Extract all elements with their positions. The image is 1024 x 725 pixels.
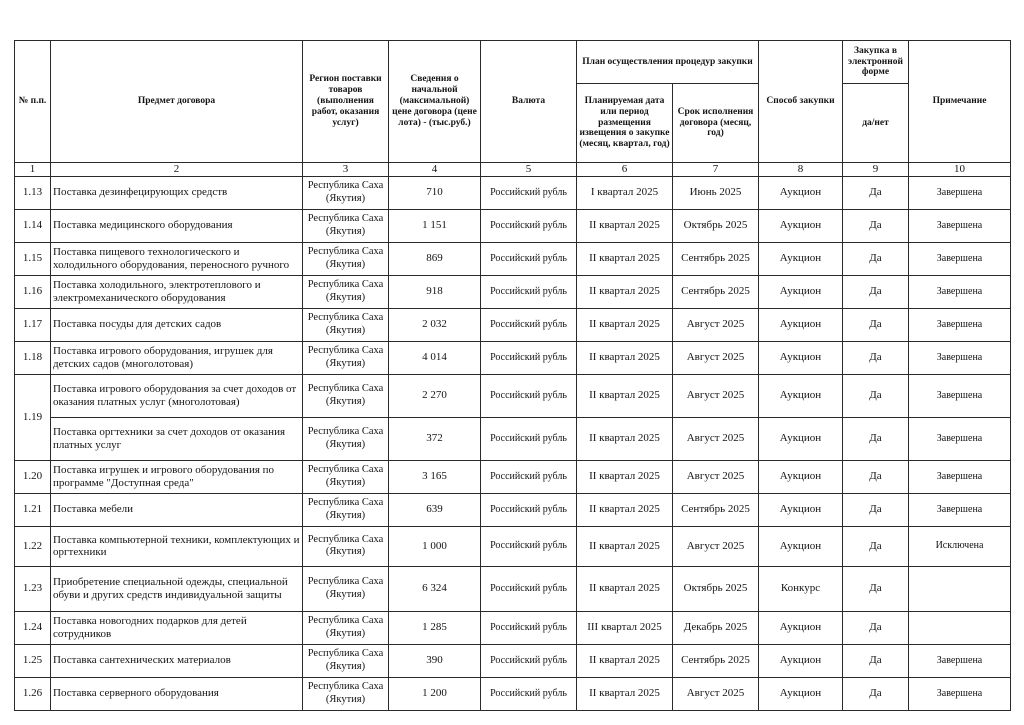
row-term: Сентябрь 2025 — [673, 242, 759, 275]
row-subject: Поставка сантехнических материалов — [51, 644, 303, 677]
row-subject: Поставка пищевого технологического и холодильного оборудования, переносного ручного — [51, 242, 303, 275]
row-method: Аукцион — [759, 209, 843, 242]
header-subject: Предмет договора — [51, 41, 303, 163]
row-method: Аукцион — [759, 644, 843, 677]
row-plan-date: II квартал 2025 — [577, 341, 673, 374]
row-number: 1.16 — [15, 275, 51, 308]
row-method: Аукцион — [759, 611, 843, 644]
row-currency: Российский рубль — [481, 526, 577, 566]
row-subject: Поставка серверного оборудования — [51, 677, 303, 710]
row-electronic: Да — [843, 308, 909, 341]
row-price: 869 — [389, 242, 481, 275]
row-currency: Российский рубль — [481, 611, 577, 644]
row-term: Август 2025 — [673, 460, 759, 493]
row-subject: Поставка холодильного, электротеплового и электромеханического оборудования — [51, 275, 303, 308]
row-currency: Российский рубль — [481, 644, 577, 677]
row-note — [909, 566, 1011, 611]
row-price: 710 — [389, 176, 481, 209]
row-electronic: Да — [843, 611, 909, 644]
table-row — [15, 611, 1011, 644]
row-method: Аукцион — [759, 176, 843, 209]
column-number: 10 — [909, 163, 1011, 177]
row-region: Республика Саха (Якутия) — [303, 526, 389, 566]
row-electronic: Да — [843, 176, 909, 209]
row-subject: Поставка игрового оборудования, игрушек для детских садов (многолотовая) — [51, 341, 303, 374]
row-currency: Российский рубль — [481, 341, 577, 374]
row-electronic: Да — [843, 341, 909, 374]
row-number: 1.25 — [15, 644, 51, 677]
column-number: 8 — [759, 163, 843, 177]
row-plan-date: II квартал 2025 — [577, 374, 673, 417]
row-region: Республика Саха (Якутия) — [303, 460, 389, 493]
header-term: Срок исполнения договора (месяц, год) — [673, 84, 759, 163]
row-region: Республика Саха (Якутия) — [303, 611, 389, 644]
row-currency: Российский рубль — [481, 209, 577, 242]
row-electronic: Да — [843, 644, 909, 677]
row-region: Республика Саха (Якутия) — [303, 308, 389, 341]
row-region: Республика Саха (Якутия) — [303, 209, 389, 242]
row-method: Аукцион — [759, 341, 843, 374]
row-term: Июнь 2025 — [673, 176, 759, 209]
row-electronic: Да — [843, 275, 909, 308]
row-currency: Российский рубль — [481, 374, 577, 417]
row-method: Аукцион — [759, 242, 843, 275]
row-number: 1.19 — [15, 374, 51, 460]
row-term: Октябрь 2025 — [673, 566, 759, 611]
header-plan: План осуществления процедур закупки — [577, 41, 759, 84]
row-electronic: Да — [843, 374, 909, 417]
row-number: 1.21 — [15, 493, 51, 526]
row-electronic: Да — [843, 209, 909, 242]
row-note: Завершена — [909, 176, 1011, 209]
row-term: Август 2025 — [673, 526, 759, 566]
row-currency: Российский рубль — [481, 176, 577, 209]
row-method: Аукцион — [759, 493, 843, 526]
procurement-plan-table — [14, 40, 1011, 711]
column-number-row — [15, 163, 1011, 177]
row-term: Август 2025 — [673, 308, 759, 341]
row-number: 1.22 — [15, 526, 51, 566]
row-price: 1 000 — [389, 526, 481, 566]
row-note — [909, 611, 1011, 644]
table-row — [15, 374, 1011, 417]
row-note: Завершена — [909, 677, 1011, 710]
row-plan-date: III квартал 2025 — [577, 611, 673, 644]
header-region: Регион поставки товаров (выполнения работ, оказания услуг) — [303, 41, 389, 163]
row-number: 1.24 — [15, 611, 51, 644]
column-number: 6 — [577, 163, 673, 177]
row-term: Сентябрь 2025 — [673, 493, 759, 526]
row-note: Завершена — [909, 374, 1011, 417]
row-plan-date: II квартал 2025 — [577, 275, 673, 308]
table-row — [15, 526, 1011, 566]
row-electronic: Да — [843, 526, 909, 566]
row-plan-date: II квартал 2025 — [577, 644, 673, 677]
row-number: 1.14 — [15, 209, 51, 242]
row-number: 1.13 — [15, 176, 51, 209]
row-subject: Поставка игрового оборудования за счет доходов от оказания платных услуг (многолотовая) — [51, 374, 303, 417]
row-number: 1.17 — [15, 308, 51, 341]
row-currency: Российский рубль — [481, 460, 577, 493]
column-number: 7 — [673, 163, 759, 177]
row-price: 918 — [389, 275, 481, 308]
header-plan-date: Планируемая дата или период размещения извещения о закупке (месяц, квартал, год) — [577, 84, 673, 163]
table-row — [15, 460, 1011, 493]
column-number: 3 — [303, 163, 389, 177]
row-note: Завершена — [909, 644, 1011, 677]
column-number: 4 — [389, 163, 481, 177]
table-row — [15, 493, 1011, 526]
row-subject: Приобретение специальной одежды, специальной обуви и других средств индивидуальной защиты — [51, 566, 303, 611]
row-plan-date: II квартал 2025 — [577, 526, 673, 566]
row-plan-date: II квартал 2025 — [577, 493, 673, 526]
row-price: 3 165 — [389, 460, 481, 493]
row-plan-date: I квартал 2025 — [577, 176, 673, 209]
row-note: Завершена — [909, 493, 1011, 526]
row-price: 1 285 — [389, 611, 481, 644]
column-number: 2 — [51, 163, 303, 177]
row-term: Август 2025 — [673, 677, 759, 710]
row-region: Республика Саха (Якутия) — [303, 677, 389, 710]
row-price: 2 032 — [389, 308, 481, 341]
row-plan-date: II квартал 2025 — [577, 308, 673, 341]
row-subject: Поставка дезинфецирующих средств — [51, 176, 303, 209]
row-currency: Российский рубль — [481, 493, 577, 526]
row-price: 390 — [389, 644, 481, 677]
table-row — [15, 566, 1011, 611]
header-note: Примечание — [909, 41, 1011, 163]
row-currency: Российский рубль — [481, 566, 577, 611]
table-row — [15, 341, 1011, 374]
header-method: Способ закупки — [759, 41, 843, 163]
row-price: 2 270 — [389, 374, 481, 417]
row-electronic: Да — [843, 493, 909, 526]
row-note: Завершена — [909, 341, 1011, 374]
row-method: Аукцион — [759, 460, 843, 493]
table-row — [15, 417, 1011, 460]
row-number: 1.20 — [15, 460, 51, 493]
row-note: Завершена — [909, 308, 1011, 341]
row-electronic: Да — [843, 566, 909, 611]
row-term: Сентябрь 2025 — [673, 644, 759, 677]
table-row — [15, 242, 1011, 275]
table-row — [15, 275, 1011, 308]
row-method: Аукцион — [759, 374, 843, 417]
header-currency: Валюта — [481, 41, 577, 163]
row-note: Завершена — [909, 417, 1011, 460]
row-price: 372 — [389, 417, 481, 460]
row-plan-date: II квартал 2025 — [577, 460, 673, 493]
row-term: Август 2025 — [673, 417, 759, 460]
header-yesno: да/нет — [843, 84, 909, 163]
table-row — [15, 644, 1011, 677]
row-note: Завершена — [909, 242, 1011, 275]
row-region: Республика Саха (Якутия) — [303, 493, 389, 526]
row-note: Завершена — [909, 460, 1011, 493]
row-price: 1 200 — [389, 677, 481, 710]
row-region: Республика Саха (Якутия) — [303, 566, 389, 611]
column-number: 9 — [843, 163, 909, 177]
header-electronic: Закупка в электронной форме — [843, 41, 909, 84]
row-subject: Поставка мебели — [51, 493, 303, 526]
row-term: Август 2025 — [673, 374, 759, 417]
row-term: Сентябрь 2025 — [673, 275, 759, 308]
table-row — [15, 209, 1011, 242]
row-electronic: Да — [843, 677, 909, 710]
row-method: Аукцион — [759, 526, 843, 566]
row-term: Август 2025 — [673, 341, 759, 374]
row-plan-date: II квартал 2025 — [577, 566, 673, 611]
row-region: Республика Саха (Якутия) — [303, 374, 389, 417]
row-plan-date: II квартал 2025 — [577, 242, 673, 275]
row-currency: Российский рубль — [481, 417, 577, 460]
row-term: Декабрь 2025 — [673, 611, 759, 644]
row-note: Завершена — [909, 209, 1011, 242]
row-subject: Поставка посуды для детских садов — [51, 308, 303, 341]
row-number: 1.18 — [15, 341, 51, 374]
row-region: Республика Саха (Якутия) — [303, 176, 389, 209]
header-price: Сведения о начальной (максимальной) цене договора (цене лота) - (тыс.руб.) — [389, 41, 481, 163]
table-body — [15, 176, 1011, 710]
row-plan-date: II квартал 2025 — [577, 677, 673, 710]
row-electronic: Да — [843, 460, 909, 493]
row-number: 1.26 — [15, 677, 51, 710]
row-method: Аукцион — [759, 417, 843, 460]
row-region: Республика Саха (Якутия) — [303, 275, 389, 308]
column-number: 1 — [15, 163, 51, 177]
row-price: 4 014 — [389, 341, 481, 374]
row-subject: Поставка медицинского оборудования — [51, 209, 303, 242]
row-currency: Российский рубль — [481, 275, 577, 308]
row-electronic: Да — [843, 417, 909, 460]
row-region: Республика Саха (Якутия) — [303, 242, 389, 275]
row-price: 639 — [389, 493, 481, 526]
row-subject: Поставка игрушек и игрового оборудования по программе "Доступная среда" — [51, 460, 303, 493]
row-method: Аукцион — [759, 275, 843, 308]
row-currency: Российский рубль — [481, 308, 577, 341]
header-no: № п.п. — [15, 41, 51, 163]
row-price: 6 324 — [389, 566, 481, 611]
table-row — [15, 308, 1011, 341]
column-number: 5 — [481, 163, 577, 177]
row-note: Исключена — [909, 526, 1011, 566]
row-plan-date: II квартал 2025 — [577, 209, 673, 242]
row-note: Завершена — [909, 275, 1011, 308]
row-subject: Поставка компьютерной техники, комплектующих и оргтехники — [51, 526, 303, 566]
row-method: Конкурс — [759, 566, 843, 611]
row-number: 1.15 — [15, 242, 51, 275]
row-region: Республика Саха (Якутия) — [303, 417, 389, 460]
row-plan-date: II квартал 2025 — [577, 417, 673, 460]
table-row — [15, 677, 1011, 710]
row-electronic: Да — [843, 242, 909, 275]
table-row — [15, 176, 1011, 209]
row-term: Октябрь 2025 — [673, 209, 759, 242]
row-subject: Поставка оргтехники за счет доходов от оказания платных услуг — [51, 417, 303, 460]
row-region: Республика Саха (Якутия) — [303, 341, 389, 374]
row-subject: Поставка новогодних подарков для детей сотрудников — [51, 611, 303, 644]
row-currency: Российский рубль — [481, 677, 577, 710]
row-method: Аукцион — [759, 677, 843, 710]
row-region: Республика Саха (Якутия) — [303, 644, 389, 677]
row-number: 1.23 — [15, 566, 51, 611]
row-currency: Российский рубль — [481, 242, 577, 275]
row-price: 1 151 — [389, 209, 481, 242]
row-method: Аукцион — [759, 308, 843, 341]
